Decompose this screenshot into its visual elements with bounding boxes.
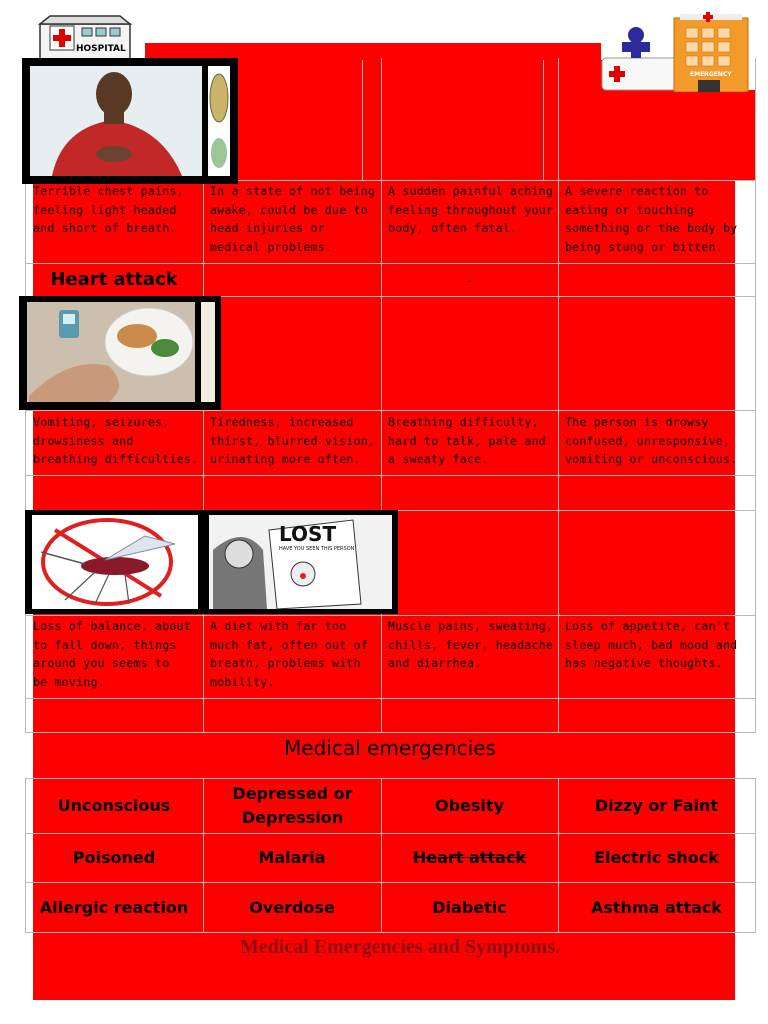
symptom-chest-pains: Terrible chest pains, feeling light headed and short of breath.: [33, 184, 184, 236]
word-heart-attack-struck: Heart attack: [412, 848, 527, 867]
lost-poster-photo: [203, 510, 398, 614]
symptom-not-awake: In a state of not being awake, could be due to head injuries or medical problems.: [210, 184, 376, 254]
answer-heart-attack: Heart attack: [50, 269, 178, 290]
word-dizzy-faint: Dizzy or Faint: [594, 796, 719, 815]
symptom-muscle-pains: Muscle pains, sweating, chills, fever, headache and diarrhea.: [388, 619, 554, 671]
emergency-sign-text: EMERGENCY: [690, 71, 732, 78]
answer-placeholder-dot: .: [467, 274, 472, 285]
chest-pain-photo: [22, 58, 238, 184]
word-diabetic: Diabetic: [432, 897, 507, 917]
word-electric-shock: Electric shock: [594, 848, 719, 867]
symptom-fat-diet: A diet with far too much fat, often out of breath, problems with mobility.: [210, 619, 368, 689]
ambulance-emergency-icon: [600, 10, 750, 92]
word-poisoned: Poisoned: [72, 848, 156, 867]
hospital-building-icon: [38, 14, 134, 62]
symptom-loss-of-appetite: Loss of appetite, can't sleep much, bad mood and has negative thoughts.: [565, 619, 738, 671]
symptom-severe-reaction: A severe reaction to eating or touching something or the body by being stung or bitten.: [565, 184, 738, 254]
page-caption: Medical Emergencies and Symptoms.: [240, 936, 560, 958]
word-obesity: Obesity: [435, 796, 504, 815]
lost-poster-heading: LOST: [279, 522, 337, 546]
word-depressed: Depressed or Depression: [232, 784, 353, 827]
symptom-drowsy-confused: The person is drowsy confused, unresponsive, vomiting or unconscious.: [565, 415, 738, 467]
mosquito-photo: [25, 510, 205, 614]
word-unconscious: Unconscious: [57, 796, 171, 815]
hospital-sign-text: HOSPITAL: [76, 44, 126, 54]
emergencies-title: Medical emergencies: [284, 736, 496, 760]
lost-poster-subheading: HAVE YOU SEEN THIS PERSON: [279, 546, 355, 552]
symptom-loss-of-balance: Loss of balance, about to fall down, things around you seems to be moving.: [33, 619, 191, 689]
word-asthma-attack: Asthma attack: [591, 897, 722, 917]
diabetes-photo: [19, 296, 221, 410]
word-malaria: Malaria: [258, 848, 326, 867]
symptom-vomiting-seizures: Vomiting, seizures, drowsiness and breathing difficulties.: [33, 415, 199, 467]
symptom-sudden-aching: A sudden painful aching feeling throughout your body, often fatal.: [388, 184, 554, 236]
word-overdose: Overdose: [249, 897, 335, 917]
red-right-strip: [735, 90, 755, 180]
word-allergic-reaction: Allergic reaction: [39, 897, 189, 917]
symptom-breathing-difficulty: Breathing difficulty, hard to talk, pale and a sweaty face.: [388, 415, 546, 467]
symptom-tiredness-thirst: Tiredness, increased thirst, blurred vision, urinating more often.: [210, 415, 376, 467]
